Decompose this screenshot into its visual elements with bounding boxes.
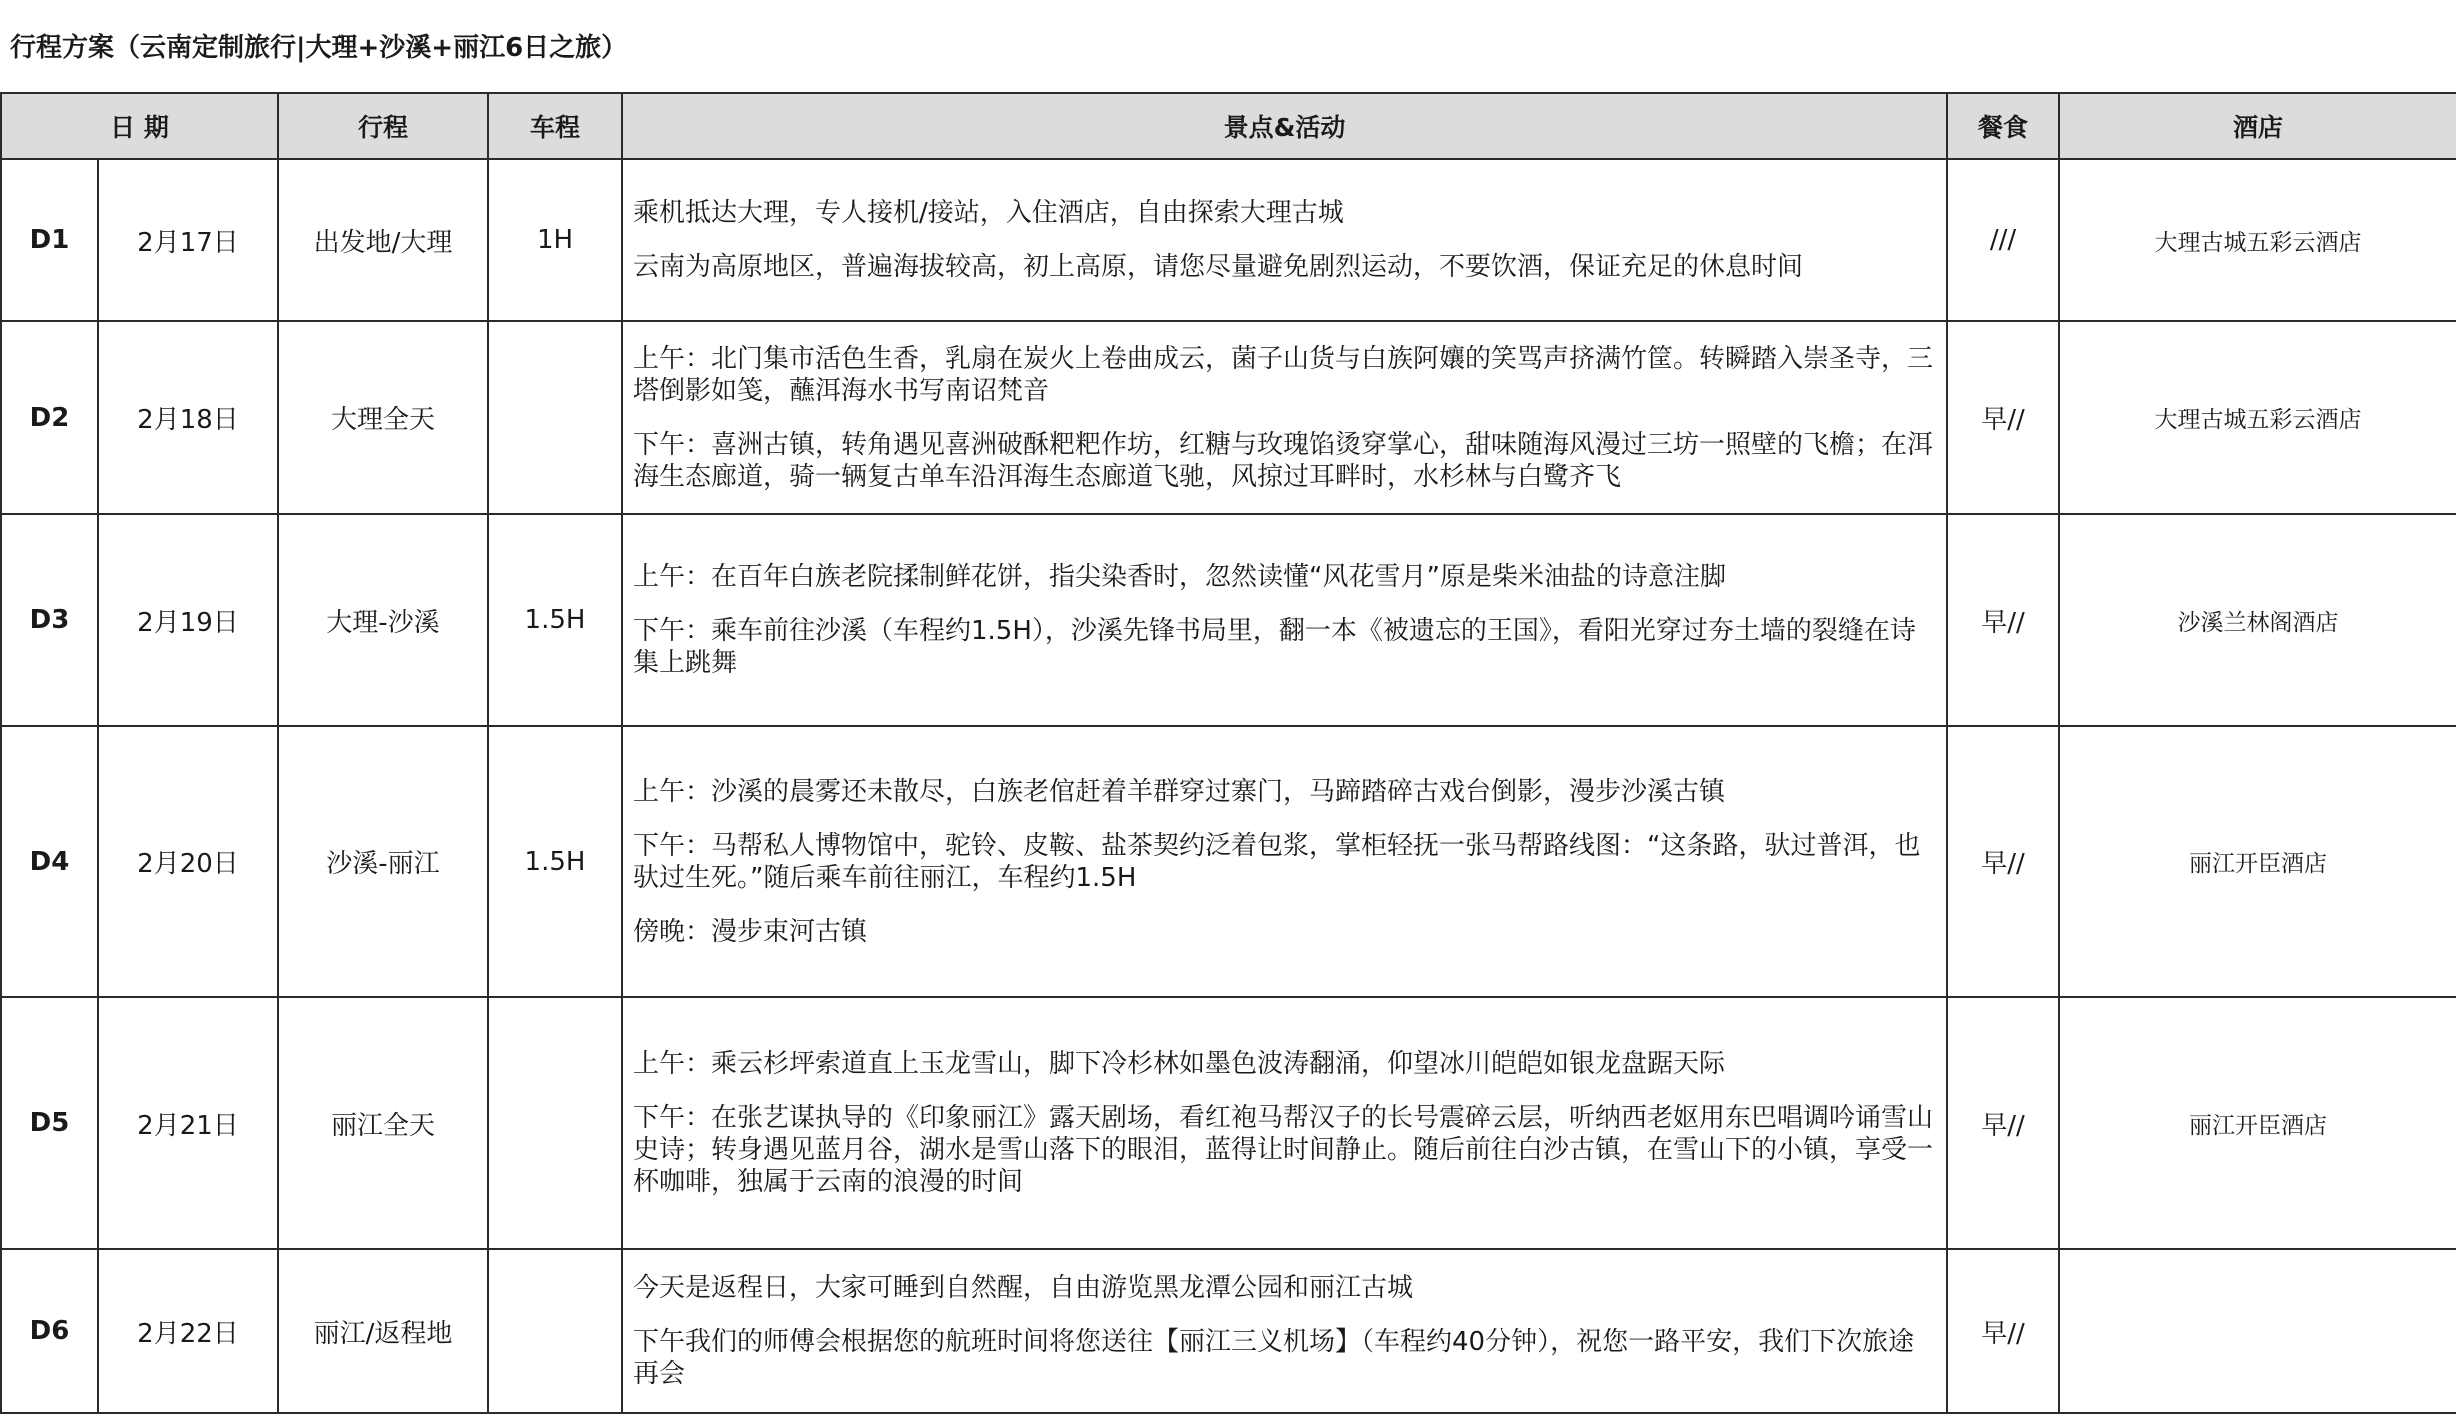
route-cell: 大理-沙溪 bbox=[278, 514, 488, 726]
hotel-cell: 丽江开臣酒店 bbox=[2059, 997, 2456, 1249]
activities-cell bbox=[622, 159, 1947, 321]
itinerary-table bbox=[0, 92, 2456, 1414]
activity-paragraph: 下午：马帮私人博物馆中，驼铃、皮鞍、盐茶契约泛着包浆，掌柜轻抚一张马帮路线图：“这条路，驮过普洱，也驮过生死。”随后乘车前往丽江，车程约1.5H bbox=[633, 830, 1921, 893]
activity-paragraph: 上午：沙溪的晨雾还未散尽，白族老倌赶着羊群穿过寨门，马蹄踏碎古戏台倒影，漫步沙溪古镇 bbox=[633, 776, 1726, 807]
day-cell: D1 bbox=[1, 159, 98, 321]
activities-cell bbox=[622, 1249, 1947, 1413]
table-row bbox=[1, 514, 2456, 726]
activity-paragraph: 上午：北门集市活色生香，乳扇在炭火上卷曲成云，菌子山货与白族阿孃的笑骂声挤满竹筐。转瞬踏入崇圣寺，三塔倒影如笺，蘸洱海水书写南诏梵音 bbox=[633, 343, 1934, 406]
route-cell: 出发地/大理 bbox=[278, 159, 488, 321]
date-cell: 2月21日 bbox=[98, 997, 278, 1249]
hotel-cell bbox=[2059, 1249, 2456, 1413]
table-row bbox=[1, 321, 2456, 514]
route-cell: 丽江/返程地 bbox=[278, 1249, 488, 1413]
activity-paragraph: 乘机抵达大理，专人接机/接站，入住酒店，自由探索大理古城 bbox=[633, 198, 1344, 228]
page-title: 行程方案（云南定制旅行|大理+沙溪+丽江6日之旅） bbox=[10, 33, 628, 63]
meals-cell: 早// bbox=[1947, 997, 2059, 1249]
day-cell: D2 bbox=[1, 321, 98, 514]
day-cell: D4 bbox=[1, 726, 98, 997]
drive-cell bbox=[488, 321, 622, 514]
route-cell: 丽江全天 bbox=[278, 997, 488, 1249]
header-drive: 车程 bbox=[488, 93, 622, 159]
header-meals: 餐食 bbox=[1947, 93, 2059, 159]
activity-paragraph: 上午：乘云杉坪索道直上玉龙雪山，脚下冷杉林如墨色波涛翻涌，仰望冰川皑皑如银龙盘踞天际 bbox=[633, 1049, 1726, 1079]
activity-paragraph: 下午：乘车前往沙溪（车程约1.5H），沙溪先锋书局里，翻一本《被遗忘的王国》，看阳光穿过夯土墙的裂缝在诗集上跳舞 bbox=[633, 616, 1916, 678]
drive-cell: 1H bbox=[488, 159, 622, 321]
header-row bbox=[1, 93, 2456, 159]
activity-paragraph: 下午我们的师傅会根据您的航班时间将您送往【丽江三义机场】（车程约40分钟），祝您一路平安，我们下次旅途再会 bbox=[633, 1327, 1915, 1389]
route-cell: 沙溪-丽江 bbox=[278, 726, 488, 997]
header-route: 行程 bbox=[278, 93, 488, 159]
activities-cell bbox=[622, 321, 1947, 514]
drive-cell: 1.5H bbox=[488, 514, 622, 726]
meals-cell: 早// bbox=[1947, 1249, 2059, 1413]
activity-paragraph: 上午：在百年白族老院揉制鲜花饼，指尖染香时，忽然读懂“风花雪月”原是柴米油盐的诗意注脚 bbox=[633, 562, 1726, 592]
activity-paragraph: 傍晚：漫步束河古镇 bbox=[633, 916, 868, 947]
date-cell: 2月20日 bbox=[98, 726, 278, 997]
hotel-cell: 大理古城五彩云酒店 bbox=[2059, 321, 2456, 514]
drive-cell bbox=[488, 1249, 622, 1413]
meals-cell: 早// bbox=[1947, 514, 2059, 726]
drive-cell bbox=[488, 997, 622, 1249]
activity-paragraph: 云南为高原地区，普遍海拔较高，初上高原，请您尽量避免剧烈运动，不要饮酒，保证充足的休息时间 bbox=[633, 252, 1804, 282]
route-cell: 大理全天 bbox=[278, 321, 488, 514]
date-cell: 2月18日 bbox=[98, 321, 278, 514]
activities-cell bbox=[622, 514, 1947, 726]
activities-cell bbox=[622, 997, 1947, 1249]
day-cell: D3 bbox=[1, 514, 98, 726]
table-row bbox=[1, 159, 2456, 321]
date-cell: 2月19日 bbox=[98, 514, 278, 726]
day-cell: D6 bbox=[1, 1249, 98, 1413]
meals-cell: /// bbox=[1947, 159, 2059, 321]
activities-cell bbox=[622, 726, 1947, 997]
hotel-cell: 丽江开臣酒店 bbox=[2059, 726, 2456, 997]
date-cell: 2月17日 bbox=[98, 159, 278, 321]
table-row bbox=[1, 726, 2456, 997]
hotel-cell: 沙溪兰林阁酒店 bbox=[2059, 514, 2456, 726]
table-row bbox=[1, 1249, 2456, 1413]
meals-cell: 早// bbox=[1947, 321, 2059, 514]
day-cell: D5 bbox=[1, 997, 98, 1249]
hotel-cell: 大理古城五彩云酒店 bbox=[2059, 159, 2456, 321]
activity-paragraph: 今天是返程日，大家可睡到自然醒，自由游览黑龙潭公园和丽江古城 bbox=[633, 1273, 1414, 1303]
activity-paragraph: 下午：喜洲古镇，转角遇见喜洲破酥粑粑作坊，红糖与玫瑰馅烫穿掌心，甜味随海风漫过三坊一照壁的飞檐；在洱海生态廊道，骑一辆复古单车沿洱海生态廊道飞驰，风掠过耳畔时，水杉林与白鹭齐飞 bbox=[633, 429, 1934, 492]
date-cell: 2月22日 bbox=[98, 1249, 278, 1413]
table-row bbox=[1, 997, 2456, 1249]
header-activities: 景点&活动 bbox=[622, 93, 1947, 159]
drive-cell: 1.5H bbox=[488, 726, 622, 997]
header-date: 日 期 bbox=[1, 93, 278, 159]
meals-cell: 早// bbox=[1947, 726, 2059, 997]
header-hotel: 酒店 bbox=[2059, 93, 2456, 159]
activity-paragraph: 下午：在张艺谋执导的《印象丽江》露天剧场，看红袍马帮汉子的长号震碎云层，听纳西老妪用东巴唱调吟诵雪山史诗；转身遇见蓝月谷，湖水是雪山落下的眼泪，蓝得让时间静止。随后前往白沙古镇，在雪山下的小镇，享受一杯咖啡，独属于云南的浪漫的时间 bbox=[633, 1103, 1934, 1197]
